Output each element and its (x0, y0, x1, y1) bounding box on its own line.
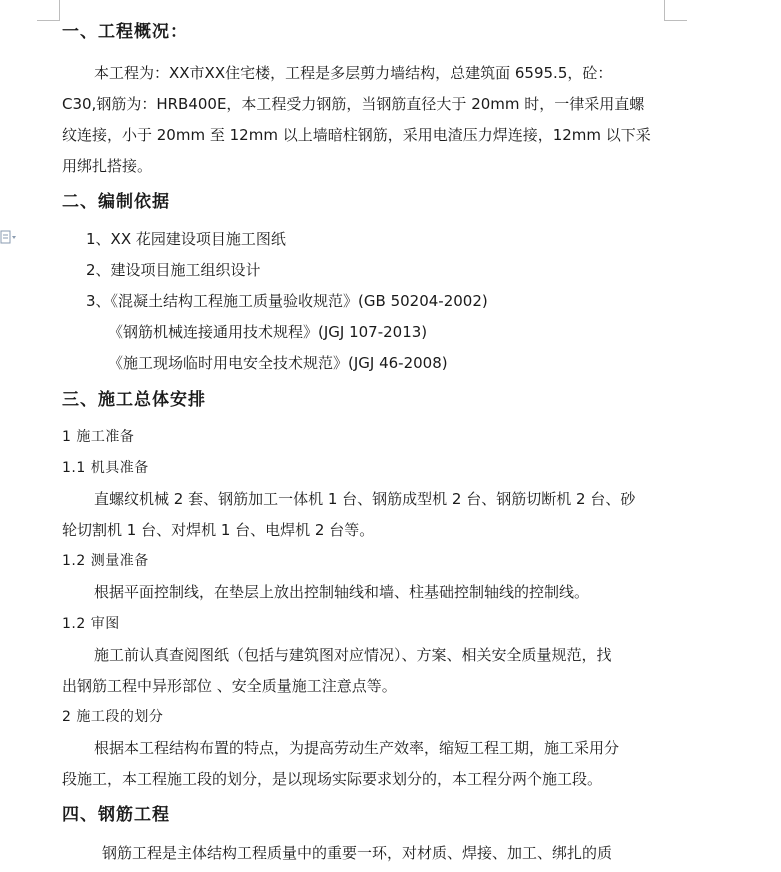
list-item: 1、XX 花园建设项目施工图纸 (86, 230, 286, 248)
list-item: 《施工现场临时用电安全技术规范》(JGJ 46-2008) (108, 354, 448, 372)
paragraph-options-icon[interactable] (0, 229, 18, 243)
paragraph-line: C30,钢筋为：HRB400E，本工程受力钢筋，当钢筋直径大于 20mm 时，一律采用直螺 (62, 95, 645, 113)
list-item: 《钢筋机械连接通用技术规程》(JGJ 107-2013) (108, 323, 428, 341)
paragraph-line: 出钢筋工程中异形部位 、安全质量施工注意点等。 (62, 677, 397, 695)
paragraph-line: 用绑扎搭接。 (62, 157, 153, 175)
paragraph-line: 施工前认真查阅图纸（包括与建筑图对应情况）、方案、相关安全质量规范，找 (94, 646, 612, 664)
crop-mark-left-horizontal (37, 20, 60, 21)
crop-mark-left-vertical (59, 0, 60, 20)
subheading: 2 施工段的划分 (62, 709, 164, 725)
list-item: 3、《混凝土结构工程施工质量验收规范》(GB 50204-2002) (86, 292, 488, 310)
subheading: 1.2 测量准备 (62, 553, 149, 569)
paragraph-line: 本工程为：XX市XX住宅楼，工程是多层剪力墙结构，总建筑面 6595.5，砼： (94, 64, 613, 82)
paragraph-line: 钢筋工程是主体结构工程质量中的重要一环，对材质、焊接、加工、绑扎的质 (102, 844, 613, 862)
paragraph-line: 纹连接，小于 20mm 至 12mm 以上墙暗柱钢筋，采用电渣压力焊连接，12mm 以下采 (62, 126, 651, 144)
paragraph-line: 段施工，本工程施工段的划分，是以现场实际要求划分的，本工程分两个施工段。 (62, 770, 603, 788)
subheading: 1.1 机具准备 (62, 460, 149, 476)
list-item: 2、建设项目施工组织设计 (86, 261, 261, 279)
crop-mark-right-horizontal (664, 20, 687, 21)
subheading: 1 施工准备 (62, 429, 135, 445)
section-heading-rebar: 四、钢筋工程 (62, 805, 170, 825)
paragraph-line: 直螺纹机械 2 套、钢筋加工一体机 1 台、钢筋成型机 2 台、钢筋切断机 2 台、砂 (94, 490, 636, 508)
subheading: 1.2 审图 (62, 616, 120, 632)
paragraph-line: 轮切割机 1 台、对焊机 1 台、电焊机 2 台等。 (62, 521, 375, 539)
section-heading-arrangement: 三、施工总体安排 (62, 390, 206, 410)
paragraph-line: 根据平面控制线，在垫层上放出控制轴线和墙、柱基础控制轴线的控制线。 (94, 583, 590, 601)
section-heading-basis: 二、编制依据 (62, 192, 170, 212)
crop-mark-right-vertical (664, 0, 665, 20)
paragraph-line: 根据本工程结构布置的特点，为提高劳动生产效率，缩短工程工期，施工采用分 (94, 739, 620, 757)
section-heading-overview: 一、工程概况： (62, 22, 188, 42)
